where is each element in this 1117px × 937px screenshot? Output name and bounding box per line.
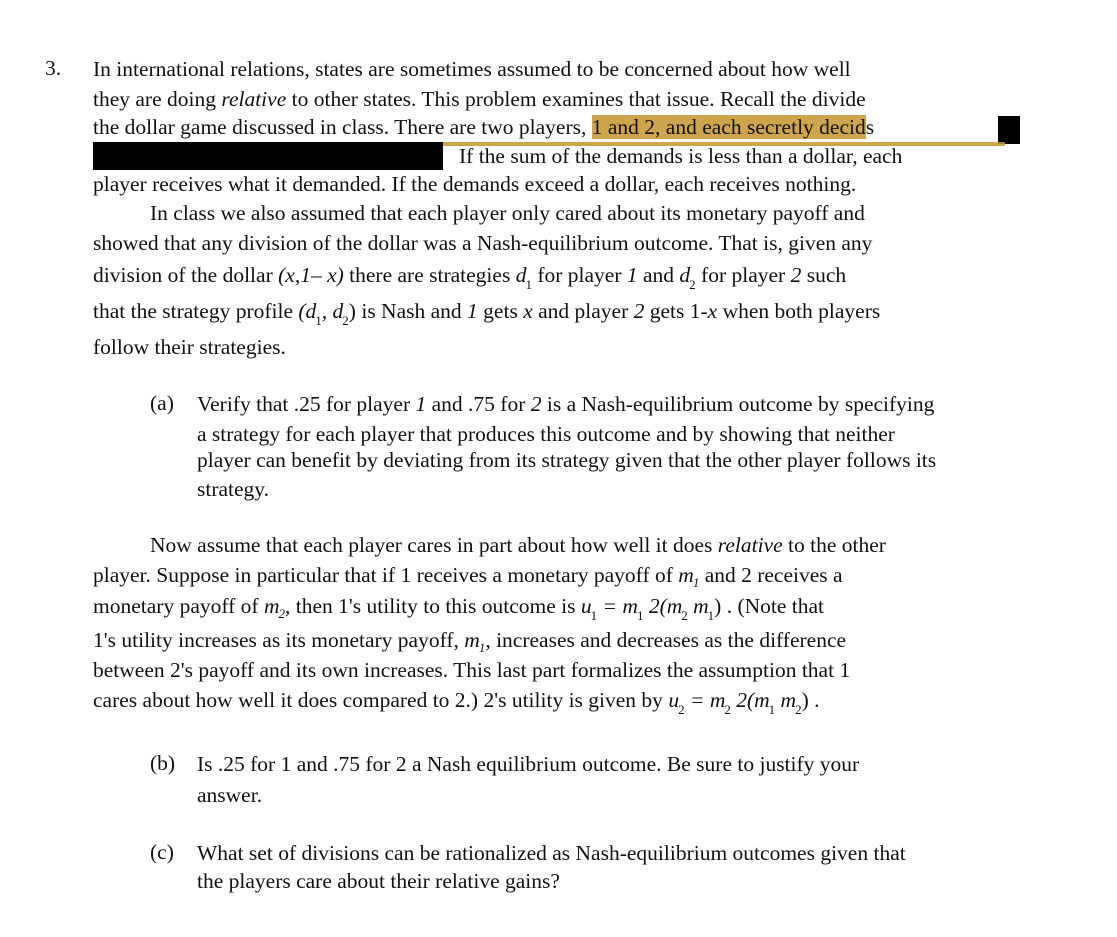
p2-line4 <box>93 298 880 327</box>
subscript: 2 <box>278 606 285 621</box>
redaction-box-small <box>998 116 1020 144</box>
text: player. Suppose in particular that if 1 receives a monetary payoff of <box>93 563 679 587</box>
subscript: 1 <box>707 608 715 623</box>
text: the dollar game discussed in class. There are two players, <box>93 115 592 139</box>
math-expr: = m <box>597 594 638 618</box>
subscript: 1 <box>590 608 598 623</box>
text: division of the dollar <box>93 263 279 287</box>
text: and 2 receives a <box>699 563 843 587</box>
part-b-label: (b) <box>150 751 176 775</box>
math-expr: 2(m <box>643 594 683 618</box>
p2-line1: In class we also assumed that each player only cared about its monetary payoff and <box>150 201 865 225</box>
problem-number: 3. <box>45 56 62 80</box>
highlighted-text: 1 and 2, and each secretly decid <box>591 115 866 139</box>
math-var: (d <box>298 299 317 323</box>
part-a-label: (a) <box>150 391 174 415</box>
p3-line2 <box>93 562 843 591</box>
text-emphasis: 2 <box>530 392 542 416</box>
math-var: d <box>679 263 691 287</box>
text: , then 1's utility to this outcome is <box>284 594 581 618</box>
p3-line4 <box>93 627 846 656</box>
subscript: 1 <box>525 277 532 292</box>
text: for player <box>531 263 627 287</box>
subscript: 1 <box>478 640 486 655</box>
text: for player <box>695 263 791 287</box>
subscript: 2 <box>681 608 688 623</box>
subscript: 1 <box>636 608 644 623</box>
text: Verify that .25 for player <box>197 392 416 416</box>
part-a-line4: strategy. <box>197 477 270 501</box>
math-tuple: (x,1– x) <box>278 263 344 287</box>
subscript: 2 <box>342 313 349 328</box>
math-expr: 2(m <box>730 688 770 712</box>
subscript: 1 <box>315 313 322 328</box>
math-expr: = m <box>684 688 726 712</box>
math-var: , d <box>321 299 344 323</box>
math-var: x <box>707 299 718 323</box>
math-var: m <box>464 628 480 652</box>
math-var: x <box>523 299 533 323</box>
text-emphasis: 2 <box>633 299 645 323</box>
text: gets 1- <box>644 299 708 323</box>
text: such <box>801 263 847 287</box>
p2-line5: follow their strategies. <box>93 335 286 359</box>
part-a-line1 <box>197 391 934 417</box>
part-c-line1: What set of divisions can be rationalized as Nash-equilibrium outcomes given that <box>197 841 906 865</box>
text: gets <box>477 299 524 323</box>
p2-line2: showed that any division of the dollar was a Nash-equilibrium outcome. That is, given any <box>93 231 873 255</box>
text: monetary payoff of <box>93 594 264 618</box>
p1-line3 <box>93 114 874 140</box>
subscript: 1 <box>768 702 776 717</box>
text-emphasis: relative <box>221 87 287 111</box>
part-c-label: (c) <box>150 840 174 864</box>
subscript: 2 <box>678 702 685 717</box>
part-a-line3: player can benefit by deviating from its strategy given that the other player follows its <box>197 448 937 472</box>
p3-line6 <box>93 687 820 716</box>
text: that the strategy profile <box>93 299 299 323</box>
p1-line1: In international relations, states are sometimes assumed to be concerned about how well <box>93 57 851 81</box>
text: and .75 for <box>426 392 531 416</box>
math-var: m <box>263 594 280 618</box>
text: 1's utility increases as its monetary payoff, <box>93 628 465 652</box>
p1-line4: If the sum of the demands is less than a dollar, each <box>459 144 903 168</box>
text-emphasis: 1 <box>626 263 638 287</box>
subscript: 2 <box>689 277 696 292</box>
p3-line5: between 2's payoff and its own increases. This last part formalizes the assumption that 1 <box>93 658 851 682</box>
text: they are doing <box>93 87 222 111</box>
text: (Note that <box>732 594 825 618</box>
math-expr: m <box>775 688 797 712</box>
text: is Nash and <box>355 299 468 323</box>
text: to the other <box>782 533 886 557</box>
text: and <box>637 263 680 287</box>
part-b-line2: answer. <box>197 783 263 807</box>
p3-line1 <box>150 532 886 558</box>
math-var: u <box>580 594 592 618</box>
p3-line3 <box>93 593 824 622</box>
text: , increases and decreases as the difference <box>485 628 847 652</box>
subscript: 1 <box>692 575 700 590</box>
part-b-line1: Is .25 for 1 and .75 for 2 a Nash equilibrium outcome. Be sure to justify your <box>197 752 860 776</box>
text-emphasis: relative <box>717 533 783 557</box>
text: and player <box>532 299 634 323</box>
text: there are strategies <box>343 263 516 287</box>
math-var: d <box>515 263 527 287</box>
math-expr: ) . <box>801 688 820 712</box>
text-emphasis: 1 <box>467 299 478 323</box>
math-var: m <box>678 563 694 587</box>
part-a-line2: a strategy for each player that produces this outcome and by showing that neither <box>197 422 895 446</box>
text: to other states. This problem examines that issue. Recall the divide <box>286 87 866 111</box>
subscript: 2 <box>795 702 802 717</box>
text: ) <box>348 299 356 323</box>
math-expr: m <box>687 594 709 618</box>
p1-line2 <box>93 86 866 112</box>
p1-line5: player receives what it demanded. If the demands exceed a dollar, each receives nothing. <box>93 172 857 196</box>
text: s <box>865 115 875 139</box>
part-c-line2: the players care about their relative gains? <box>197 869 560 893</box>
redaction-box <box>93 142 443 170</box>
text: when both players <box>717 299 881 323</box>
text-emphasis: 1 <box>415 392 427 416</box>
math-var: u <box>668 688 680 712</box>
text-emphasis: 2 <box>790 263 802 287</box>
text: Now assume that each player cares in part about how well it does <box>150 533 718 557</box>
p2-line3 <box>93 262 846 291</box>
text: is a Nash-equilibrium outcome by specifying <box>541 392 935 416</box>
math-expr: ) . <box>714 594 733 618</box>
subscript: 2 <box>724 702 731 717</box>
text: cares about how well it does compared to 2.) 2's utility is given by <box>93 688 669 712</box>
